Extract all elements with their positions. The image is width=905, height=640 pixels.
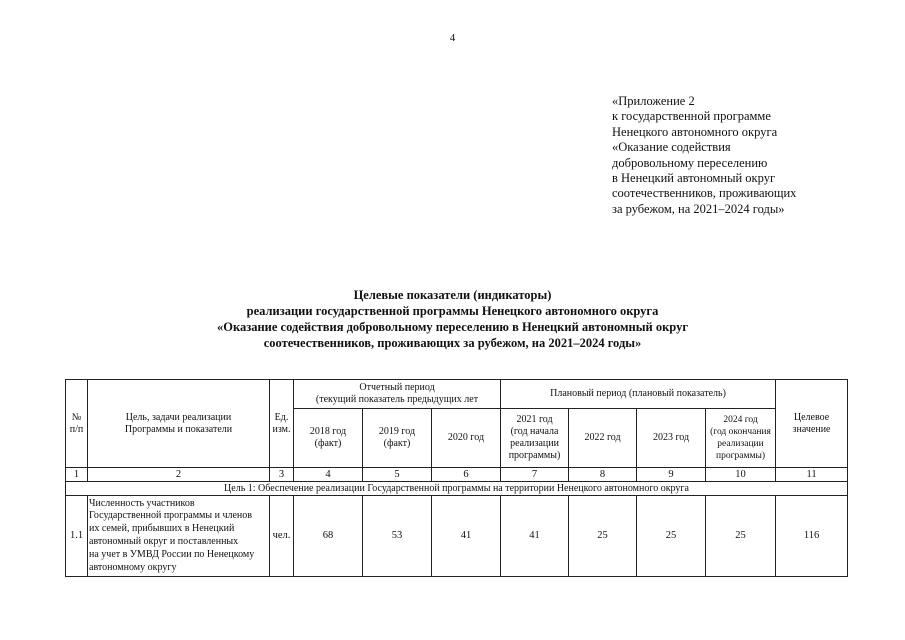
header-2019: 2019 год (факт): [363, 409, 432, 468]
table-row: [66, 496, 848, 577]
header-2024: 2024 год (год окончания реализации программы): [706, 409, 776, 468]
row-value-2024: 25: [706, 496, 776, 577]
column-number: 11: [776, 468, 848, 482]
indicators-table: [65, 379, 848, 577]
header-planned-period: Плановый период (плановый показатель): [501, 380, 776, 409]
header-reported-period: Отчетный период (текущий показатель предыдущих лет: [294, 380, 501, 409]
appendix-line: соотечественников, проживающих: [612, 186, 797, 201]
column-number: 7: [501, 468, 569, 482]
row-value-2020: 41: [432, 496, 501, 577]
header-2018: 2018 год (факт): [294, 409, 363, 468]
header-2023: 2023 год: [637, 409, 706, 468]
appendix-line: «Приложение 2: [612, 94, 695, 108]
header-num: № п/п: [66, 380, 88, 468]
row-value-2018: 68: [294, 496, 363, 577]
row-value-2019: 53: [363, 496, 432, 577]
column-number: 6: [432, 468, 501, 482]
appendix-line: «Оказание содействия: [612, 140, 731, 155]
row-target-value: 116: [776, 496, 848, 577]
page-number: 4: [449, 32, 456, 44]
column-number: 5: [363, 468, 432, 482]
appendix-note: [612, 94, 796, 217]
column-number: 4: [294, 468, 363, 482]
row-num: 1.1: [66, 496, 88, 577]
row-value-2023: 25: [637, 496, 706, 577]
appendix-line: к государственной программе: [612, 109, 771, 124]
header-2022: 2022 год: [569, 409, 637, 468]
document-title: [0, 287, 905, 351]
column-number: 10: [706, 468, 776, 482]
header-unit: Ед. изм.: [270, 380, 294, 468]
appendix-line: в Ненецкий автономный округ: [612, 171, 776, 186]
column-number: 3: [270, 468, 294, 482]
column-number: 9: [637, 468, 706, 482]
title-line: реализации государственной программы Ненецкого автономного округа: [246, 304, 659, 318]
column-number: 2: [88, 468, 270, 482]
header-2021: 2021 год (год начала реализации программы): [501, 409, 569, 468]
row-unit: чел.: [270, 496, 294, 577]
column-number: 1: [66, 468, 88, 482]
row-value-2021: 41: [501, 496, 569, 577]
header-goal: Цель, задачи реализации Программы и показатели: [88, 380, 270, 468]
title-line: соотечественников, проживающих за рубежом, на 2021–2024 годы»: [263, 336, 642, 350]
goal-row: Цель 1: Обеспечение реализации Государственной программы на территории Ненецкого автономного округа: [66, 482, 848, 496]
appendix-line: добровольному переселению: [612, 155, 768, 170]
header-2020: 2020 год: [432, 409, 501, 468]
header-target-value: Целевое значение: [776, 380, 848, 468]
row-value-2022: 25: [569, 496, 637, 577]
appendix-line: за рубежом, на 2021–2024 годы»: [612, 201, 785, 216]
column-number: 8: [569, 468, 637, 482]
column-numbers-row: [66, 468, 848, 482]
row-indicator-name: Численность участников Государственной программы и членов их семей, прибывших в Ненецкий автономный округ и поставленных на учет в УМВД России по Ненецкому автономному округу: [88, 496, 270, 577]
title-line: «Оказание содействия добровольному переселению в Ненецкий автономный округ: [216, 320, 689, 334]
title-line: Целевые показатели (индикаторы): [353, 288, 552, 302]
appendix-line: Ненецкого автономного округа: [612, 124, 778, 139]
